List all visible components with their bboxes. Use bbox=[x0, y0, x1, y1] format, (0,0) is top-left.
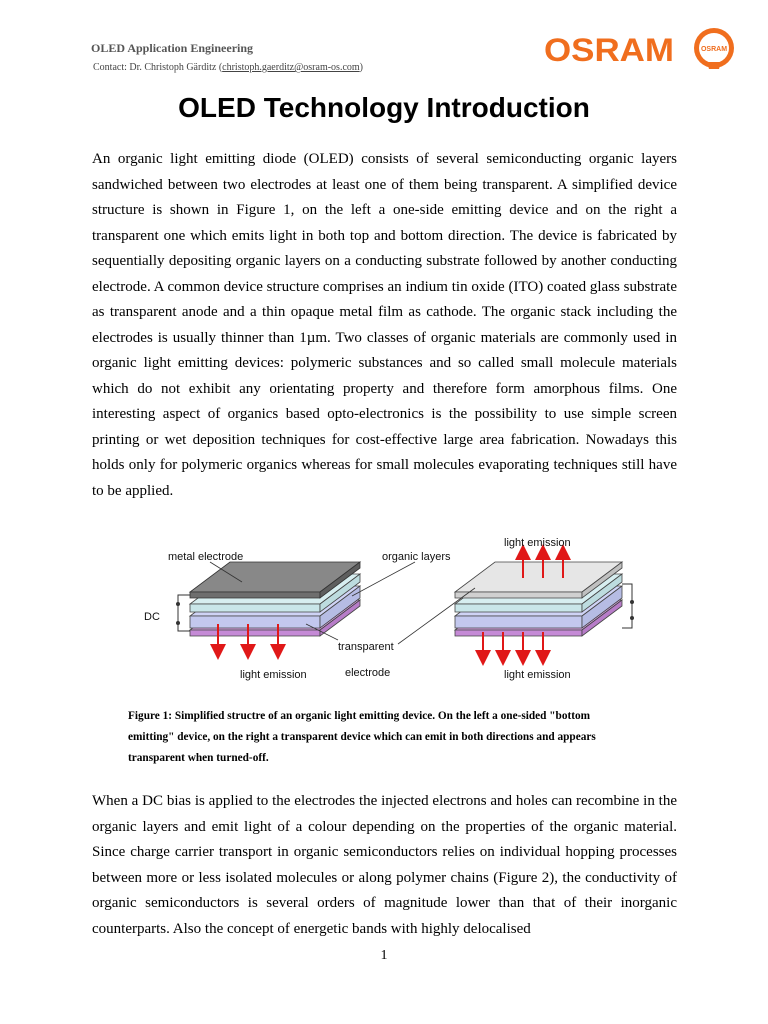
left-dc-terminal-bottom bbox=[176, 621, 180, 625]
contact-suffix: ) bbox=[359, 62, 364, 73]
label-metal-electrode: metal electrode bbox=[168, 551, 244, 563]
header-department: OLED Application Engineering bbox=[91, 41, 254, 55]
oled-structure-figure bbox=[130, 528, 650, 690]
body-paragraph-2: When a DC bias is applied to the electrodes the injected electrons and holes can recombine in the organic layers and emit light of a colour depending on the properties of the organic material. Since charge carrier transport in organic semiconductors relies on individual hopping processes between more or less isolated molecules or along polymer chains (Figure 2), the conductivity of organic semiconductors is several orders of magnitude lower than that of their inorganic counterparts. Also the concept of energetic bands with highly delocalised bbox=[92, 793, 677, 937]
header-contact bbox=[93, 62, 363, 73]
label-organic-layers: organic layers bbox=[382, 551, 451, 563]
logo-wordmark: OSRAM bbox=[544, 32, 674, 68]
contact-email-link[interactable]: christoph.gaerditz@osram-os.com bbox=[222, 62, 360, 73]
intro-paragraph: An organic light emitting diode (OLED) consists of several semiconducting organic layers sandwiched between two electrodes at least one of them being transparent. A simplified device structure is shown in Figure 1, on the left a one-side emitting device and on the right a transparent one which emits light in both top and bottom direction. The device is fabricated by sequentially depositing organic layers on a conducting substrate followed by another conducting electrode. A common device structure comprises an indium tin oxide (ITO) coated glass substrate as transparent anode and a thin opaque metal film as cathode. The organic stack including the electrodes is usually thinner than 1µm. Two classes of organic materials are commonly used in organic light emitting devices: polymeric substances and so called small molecule materials which do not exhibit any orientating property and therefore form amorphous films. One interesting aspect of organics based opto-electronics is the possibility to use simple screen printing or wet deposition techniques for cost-effective large area fabrication. Nowadays this holds only for polymeric organics whereas for small molecules evaporating techniques still have to be applied. bbox=[92, 151, 677, 499]
logo-bulb-icon bbox=[694, 28, 734, 69]
right-device bbox=[398, 552, 634, 658]
left-dc-wire bbox=[178, 595, 190, 631]
contact-prefix: Contact: Dr. Christoph Gärditz ( bbox=[93, 62, 223, 73]
label-electrode: electrode bbox=[345, 667, 391, 679]
left-device bbox=[176, 562, 415, 652]
label-light-emission-bottom-right: light emission bbox=[504, 669, 571, 681]
figure-caption: Figure 1: Simplified structre of an organic light emitting device. On the left a one-sided "bottom emitting" device, on the right a transparent device which can emit in both directions and appears transparent when turned-off. bbox=[128, 710, 596, 764]
page-number: 1 bbox=[380, 948, 388, 963]
right-dc-terminal-top bbox=[630, 600, 634, 604]
label-light-emission-left: light emission bbox=[240, 669, 307, 681]
label-light-emission-top-right: light emission bbox=[504, 537, 571, 549]
osram-logo bbox=[544, 24, 739, 74]
left-dc-terminal-top bbox=[176, 602, 180, 606]
right-dc-terminal-bottom bbox=[630, 616, 634, 620]
logo-badge-text: OSRAM bbox=[700, 46, 728, 53]
organic-layers-pointer bbox=[352, 562, 415, 596]
label-transparent: transparent bbox=[338, 641, 394, 653]
label-dc: DC bbox=[144, 611, 160, 623]
right-dc-wire bbox=[622, 584, 632, 628]
page-title: OLED Technology Introduction bbox=[178, 92, 590, 123]
